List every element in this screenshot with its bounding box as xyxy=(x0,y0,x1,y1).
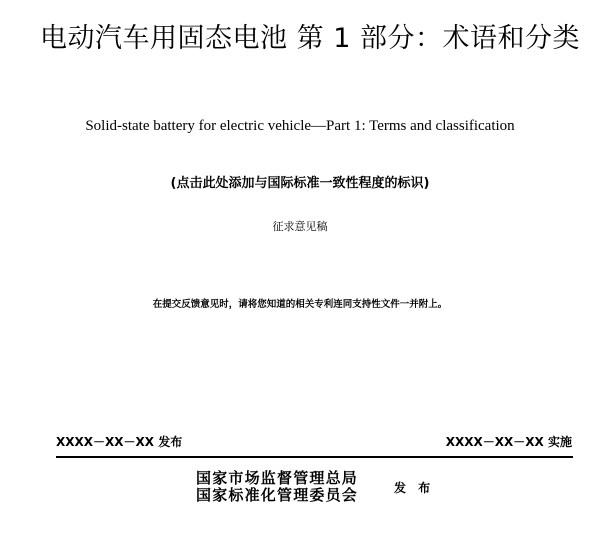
implementation-date: XXXX－XX－XX 实施 xyxy=(445,435,572,449)
draft-status: 征求意见稿 xyxy=(272,220,328,233)
english-title: Solid-state battery for electric vehicle—Part 1: Terms and classification xyxy=(85,118,515,134)
patent-notice: 在提交反馈意见时，请将您知道的相关专利连同支持性文件一并附上。 xyxy=(152,299,448,310)
footer-divider xyxy=(56,456,573,458)
document-title: 电动汽车用固态电池 第 1 部分：术语和分类 xyxy=(40,23,580,54)
consistency-hint: (点击此处添加与国际标准一致性程度的标识) xyxy=(170,176,430,191)
issuer-samr: 国家市场监督管理总局 xyxy=(196,469,359,487)
issuer-sac: 国家标准化管理委员会 xyxy=(196,486,359,504)
release-date: XXXX－XX－XX 发布 xyxy=(56,435,183,449)
issuing-authorities xyxy=(196,470,358,504)
publish-label: 发 布 xyxy=(394,481,435,495)
